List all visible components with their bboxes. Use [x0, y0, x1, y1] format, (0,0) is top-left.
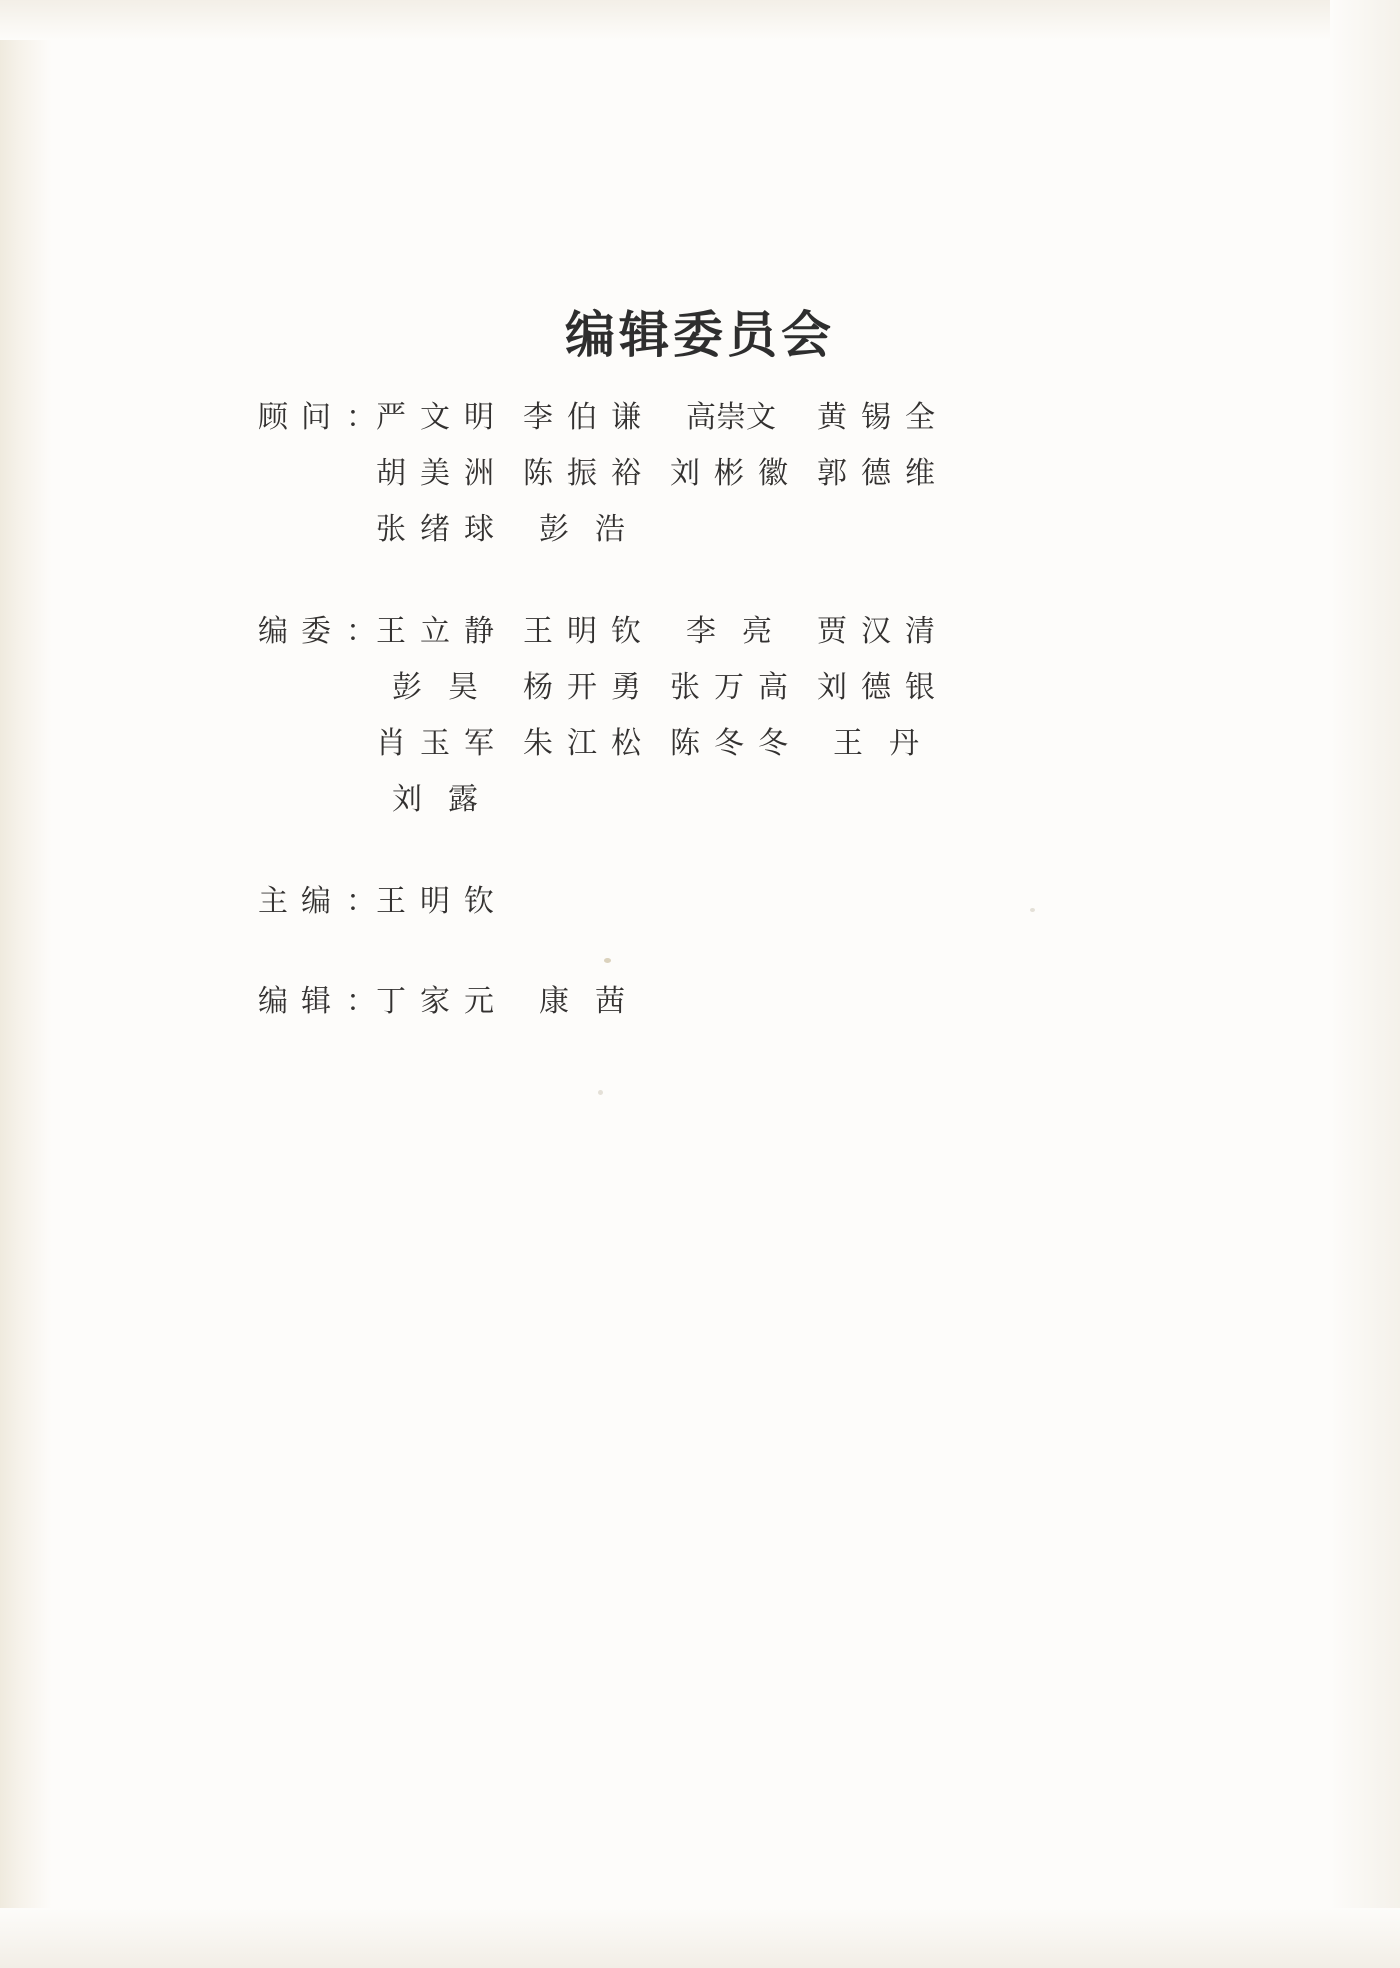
section-advisors: [258, 392, 1158, 560]
section-editorial-board: [258, 606, 1158, 830]
person-name: 黄 锡 全: [817, 400, 935, 435]
person-name: 贾 汉 清: [817, 614, 935, 649]
person-name: 李 伯 谦: [523, 400, 641, 435]
person-name: 杨 开 勇: [523, 670, 641, 705]
section-row: [258, 606, 1158, 662]
person-name: 郭 德 维: [817, 456, 935, 491]
committee-sections: [258, 392, 1158, 1076]
name-group: [376, 392, 964, 436]
person-name: 康 茜: [539, 984, 625, 1019]
person-name: 张 绪 球: [376, 512, 494, 547]
page-title: 编辑委员会: [565, 305, 835, 364]
person-name: 张 万 高: [670, 670, 788, 705]
person-name: 高 崇 文: [686, 400, 776, 435]
person-name: 王 立 静: [376, 614, 494, 649]
section-row: [258, 718, 1158, 774]
person-name: 彭 昊: [392, 670, 478, 705]
section-label-advisors: 顾 问 ：: [258, 400, 376, 435]
name-group: [376, 662, 964, 706]
name-group: [376, 976, 670, 1020]
person-name: 刘 彬 徽: [670, 456, 788, 491]
person-name: 朱 江 松: [523, 726, 641, 761]
person-name: 刘 露: [392, 782, 478, 817]
person-name: 胡 美 洲: [376, 456, 494, 491]
person-name: 彭 浩: [539, 512, 625, 547]
person-name: 王 明 钦: [376, 884, 494, 919]
name-group: [376, 774, 523, 818]
section-row: [258, 976, 1158, 1032]
section-label-editors: 编 辑 ：: [258, 984, 376, 1019]
section-row: [258, 448, 1158, 504]
person-name: 刘 德 银: [817, 670, 935, 705]
section-row: [258, 774, 1158, 830]
name-group: [376, 448, 964, 492]
person-name: 严 文 明: [376, 400, 494, 435]
name-group: [376, 606, 964, 650]
section-editors: [258, 976, 1158, 1032]
person-name: 李 亮: [686, 614, 772, 649]
section-row: [258, 392, 1158, 448]
name-group: [376, 876, 523, 920]
section-row: [258, 504, 1158, 560]
person-name: 肖 玉 军: [376, 726, 494, 761]
section-label-chief-editor: 主 编 ：: [258, 884, 376, 919]
section-label-editorial-board: 编 委 ：: [258, 614, 376, 649]
person-name: 丁 家 元: [376, 984, 494, 1019]
section-chief-editor: [258, 876, 1158, 932]
name-group: [376, 504, 670, 548]
person-name: 陈 冬 冬: [670, 726, 788, 761]
person-name: 王 明 钦: [523, 614, 641, 649]
section-row: [258, 876, 1158, 932]
name-group: [376, 718, 964, 762]
person-name: 王 丹: [833, 726, 919, 761]
person-name: 陈 振 裕: [523, 456, 641, 491]
section-row: [258, 662, 1158, 718]
